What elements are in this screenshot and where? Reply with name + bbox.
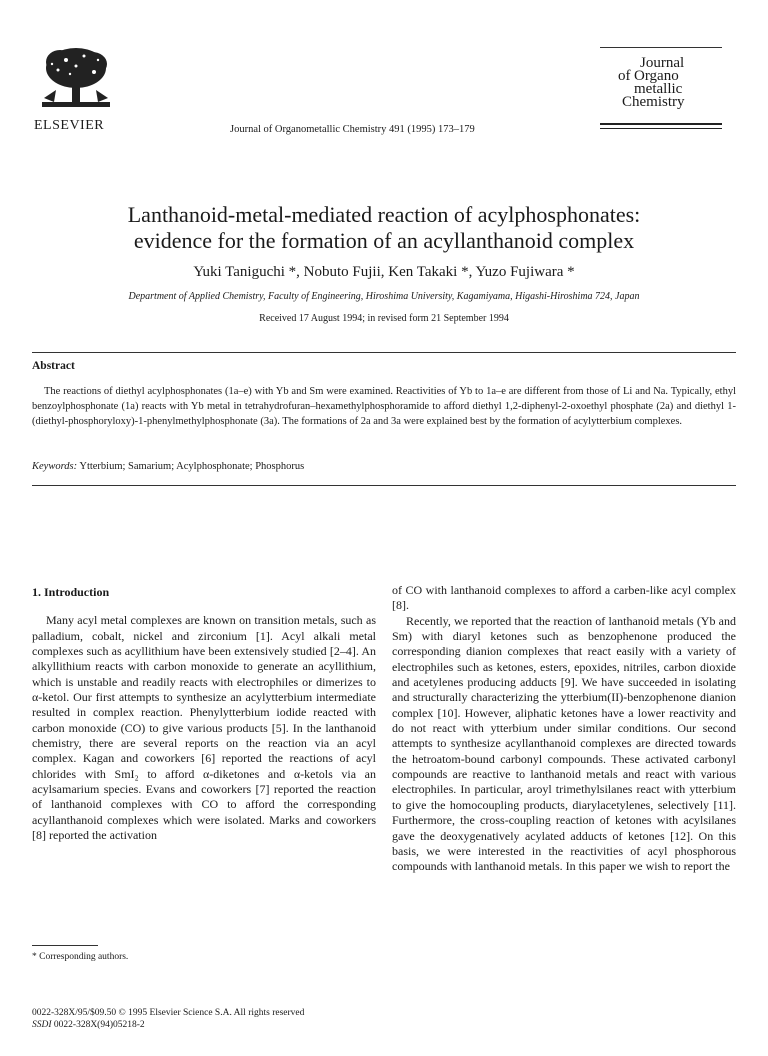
right-column [392, 583, 736, 875]
journal-logo-rule [600, 128, 722, 129]
body-paragraph: of CO with lanthanoid complexes to afford a carben-like acyl complex [8]. [392, 583, 736, 613]
journal-logo [604, 56, 722, 118]
footnote: * Corresponding authors. [32, 952, 129, 962]
keywords-label: Keywords: [32, 461, 78, 472]
ssdi-code: 0022-328X(94)05218-2 [53, 1020, 145, 1030]
keywords-list: Ytterbium; Samarium; Acylphosphonate; Phosphorus [79, 461, 305, 472]
body-paragraph: Many acyl metal complexes are known on transition metals, such as palladium, cobalt, nickel and zirconium [1]. Acyl alkali metal complexes such as acyllithium have been extensively studied [2–4]. An alkyllithium reacts with carbon monoxide to generate an acyllithium, which is unstable and readily reacts with electrophiles or dimerizes to α-ketol. Our first attempts to synthesize an acylytterbium intermediate resulted in complex reaction. Phenylytterbium iodide reacted with carbon monoxide (CO) to give various products [5]. In the lanthanoid chemistry, there are several reports on the reaction via an acyl complex. Kagan and coworkers [6] reported the reactions of acyl chlorides with SmI₂ to afford α-diketones and α-ketols via an acylsamarium species. Evans and coworkers [7] reported the reaction of lanthanoid complexes with CO to afford the corresponding acyllanthanoid complexes which were isolated. Marks and coworkers [8] reported the activation [32, 613, 376, 843]
ssdi-label: SSDI [32, 1020, 52, 1030]
journal-citation: Journal of Organometallic Chemistry 491 (1995) 173–179 [230, 124, 475, 135]
elsevier-tree-logo [36, 42, 116, 114]
journal-logo-line-2: of [618, 68, 631, 84]
article-title [40, 202, 728, 254]
article-title-line-1: Lanthanoid-metal-mediated reaction of acylphosphonates: [127, 202, 641, 227]
journal-logo-line-1: Journal [640, 55, 685, 71]
affiliation: Department of Applied Chemistry, Faculty of Engineering, Hiroshima University, Kagamiyama, Higashi-Hiroshima 724, Japan [128, 291, 640, 302]
journal-logo-line-3: Organo [634, 68, 679, 84]
publisher-name: ELSEVIER [34, 118, 105, 133]
footnote-rule [32, 945, 98, 946]
journal-logo-line-5: Chemistry [622, 94, 685, 110]
abstract-heading: Abstract [32, 360, 75, 372]
divider [32, 352, 736, 353]
body-paragraph: Recently, we reported that the reaction of lanthanoid metals (Yb and Sm) with diaryl ketones such as benzophenone produced the corresponding dianion complexes that react easily with a variety of electrophiles such as ketones, esters, epoxides, nitriles, carbon dioxide and acetylenes producing adducts [9]. We have succeeded in isolating and structurally characterizing the ytterbium(II)-benzophenone dianion complex [10]. However, aliphatic ketones have a lower reactivity and do not react with ytterbium under similar conditions. Our second attempts to synthesize acyllanthanoid complexes are directed towards the hetroatom-bound carbonyl compounds. These activated carbonyl compounds are reactive to lanthanoid metals and react with various electrophiles. In particular, aroyl trimethylsilanes react with ytterbium to give the homocoupling products, diarylacetylenes, selectively [11]. Furthermore, the cross-coupling reaction of ketones with acylsilanes gave the deoxygenatively acylated adducts of ketones [12]. On this basis, we were interested in the reactivities of acyl phosphorous compounds with lanthanoid metals. In this paper we wish to report the [392, 613, 736, 874]
abstract-text: The reactions of diethyl acylphosphonates (1a–e) with Yb and Sm were examined. Reactivities of Yb to 1a–e are different from those of Li and Na. Typically, ethyl benzoylphosphonate (1a) reacts with Yb metal in tetrahydrofuran–hexamethylphosphoramide to afford diethyl 1,2-diphenyl-2-oxoethyl phosphate (2a) and diethyl 1-(diethyl-phosphoryloxy)-1-phenylmethylphosphonate (3a). The formations of 2a and 3a were explained best by the formation of acylytterbium complexes. [32, 386, 736, 427]
article-title-line-2: evidence for the formation of an acyllanthanoid complex [133, 228, 635, 253]
copyright-line: 0022-328X/95/$09.50 © 1995 Elsevier Science S.A. All rights reserved [32, 1008, 305, 1018]
journal-logo-rule-top [600, 47, 722, 48]
journal-logo-line-4: metallic [634, 81, 683, 97]
ssdi-line [32, 1020, 145, 1030]
section-heading: 1. Introduction [32, 585, 110, 599]
journal-logo-rule [600, 123, 722, 125]
received-dates: Received 17 August 1994; in revised form 21 September 1994 [259, 313, 509, 324]
left-column [32, 585, 376, 844]
divider [32, 485, 736, 486]
keywords [32, 461, 304, 472]
author-list: Yuki Taniguchi *, Nobuto Fujii, Ken Takaki *, Yuzo Fujiwara * [193, 264, 575, 280]
